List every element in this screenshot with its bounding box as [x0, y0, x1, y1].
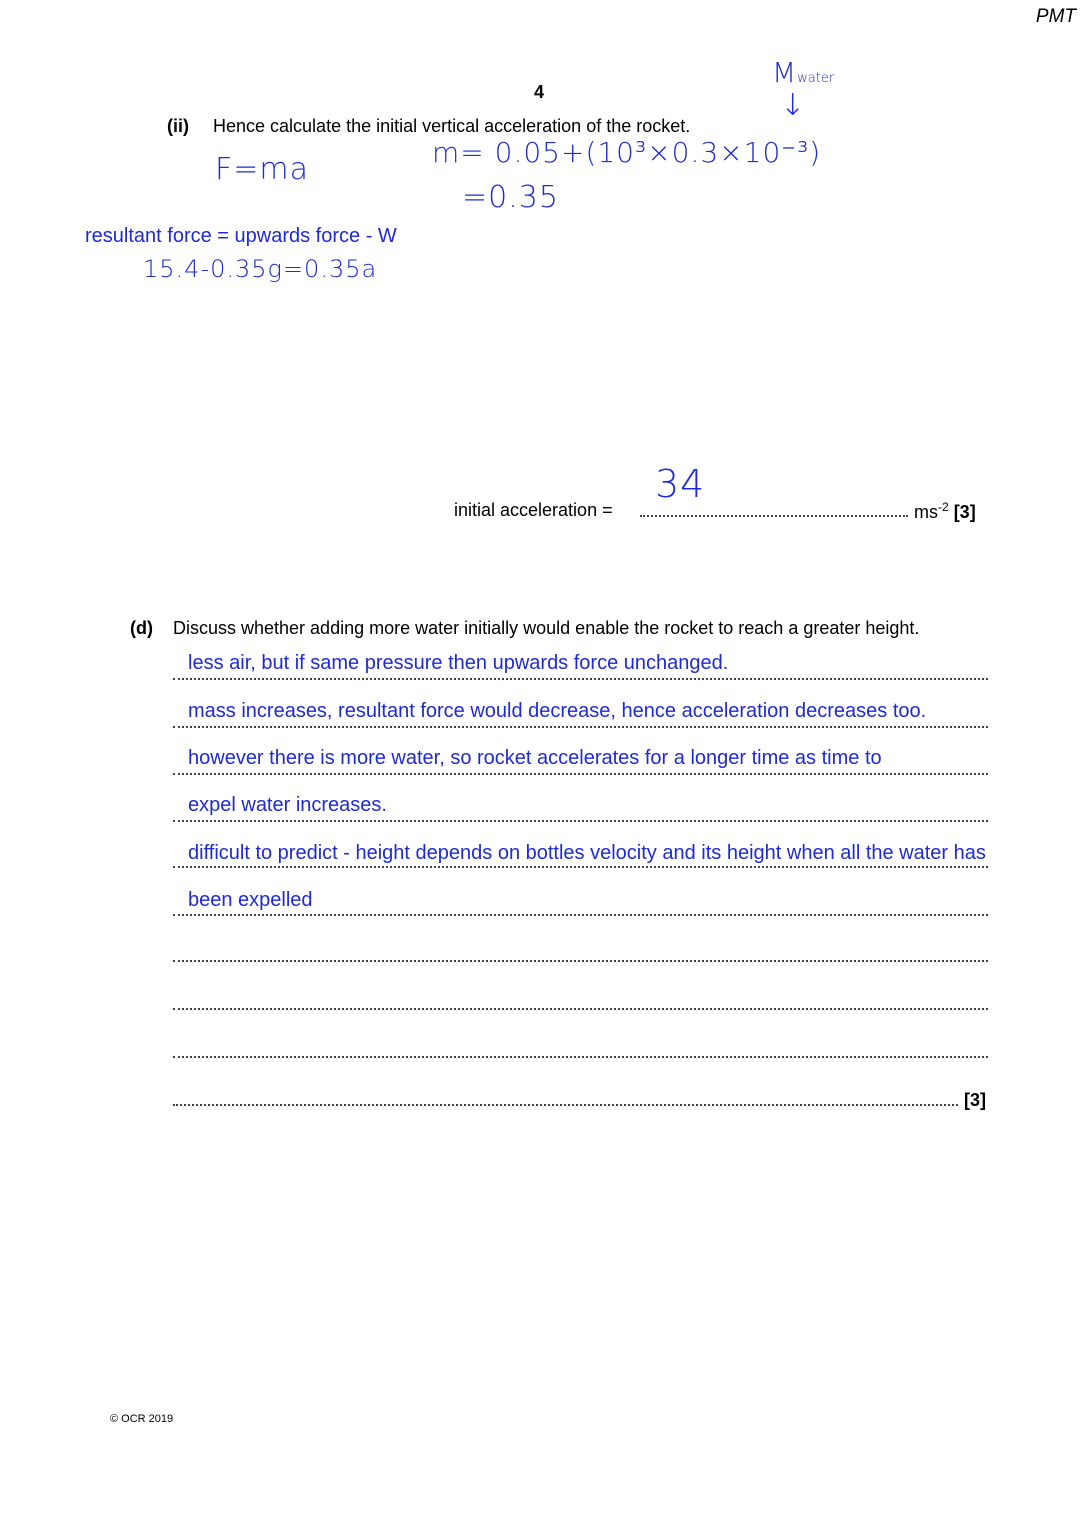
answer-unit-exponent: -2 [938, 500, 949, 514]
question-d-text: Discuss whether adding more water initially would enable the rocket to reach a greater height. [173, 618, 920, 638]
dotted-line-6 [173, 914, 988, 916]
answer-line-4[interactable]: expel water increases. [188, 794, 387, 816]
resultant-force-line: resultant force = upwards force - W [85, 225, 397, 247]
answer-label: initial acceleration = [454, 500, 613, 520]
page-number: 4 [534, 82, 545, 102]
answer-line-6[interactable]: been expelled [188, 889, 313, 911]
question-ii-label: (ii) [167, 116, 189, 136]
equation-mass: m= 0.05+(10³×0.3×10⁻³) [432, 136, 822, 169]
answer-unit [914, 500, 976, 523]
equation-mass-result: =0.35 [462, 180, 559, 215]
dotted-line-10 [173, 1104, 958, 1106]
answer-line-2[interactable]: mass increases, resultant force would decrease, hence acceleration decreases too. [188, 700, 927, 722]
question-d-label: (d) [130, 618, 153, 638]
question-ii-text: Hence calculate the initial vertical acceleration of the rocket. [213, 116, 691, 136]
dotted-line-2 [173, 726, 988, 728]
down-arrow-icon: ↓ [780, 88, 807, 123]
answer-dotted-line [640, 515, 908, 517]
equation-fma: F=ma [215, 152, 309, 187]
dotted-line-5 [173, 866, 988, 868]
dotted-line-3 [173, 773, 988, 775]
dotted-line-9 [173, 1056, 988, 1058]
answer-line-1[interactable]: less air, but if same pressure then upwards force unchanged. [188, 652, 729, 674]
dotted-line-8 [173, 1008, 988, 1010]
m-water-symbol: M [772, 56, 798, 89]
answer-line-3[interactable]: however there is more water, so rocket accelerates for a longer time as time to [188, 747, 882, 769]
question-ii-marks: [3] [953, 502, 976, 522]
equation-numeric: 15.4-0.35g=0.35a [143, 255, 378, 283]
m-water-subscript: water [797, 71, 835, 86]
dotted-line-1 [173, 678, 988, 680]
dotted-line-4 [173, 820, 988, 822]
m-water-label [772, 56, 834, 89]
answer-line-5[interactable]: difficult to predict - height depends on bottles velocity and its height when all the water has [188, 842, 986, 864]
question-d-marks: [3] [964, 1090, 986, 1110]
answer-unit-text: ms [914, 502, 938, 522]
answer-value[interactable]: 34 [655, 462, 706, 506]
copyright: © OCR 2019 [110, 1413, 174, 1425]
corner-tag: PMT [1035, 6, 1076, 27]
dotted-line-7 [173, 960, 988, 962]
